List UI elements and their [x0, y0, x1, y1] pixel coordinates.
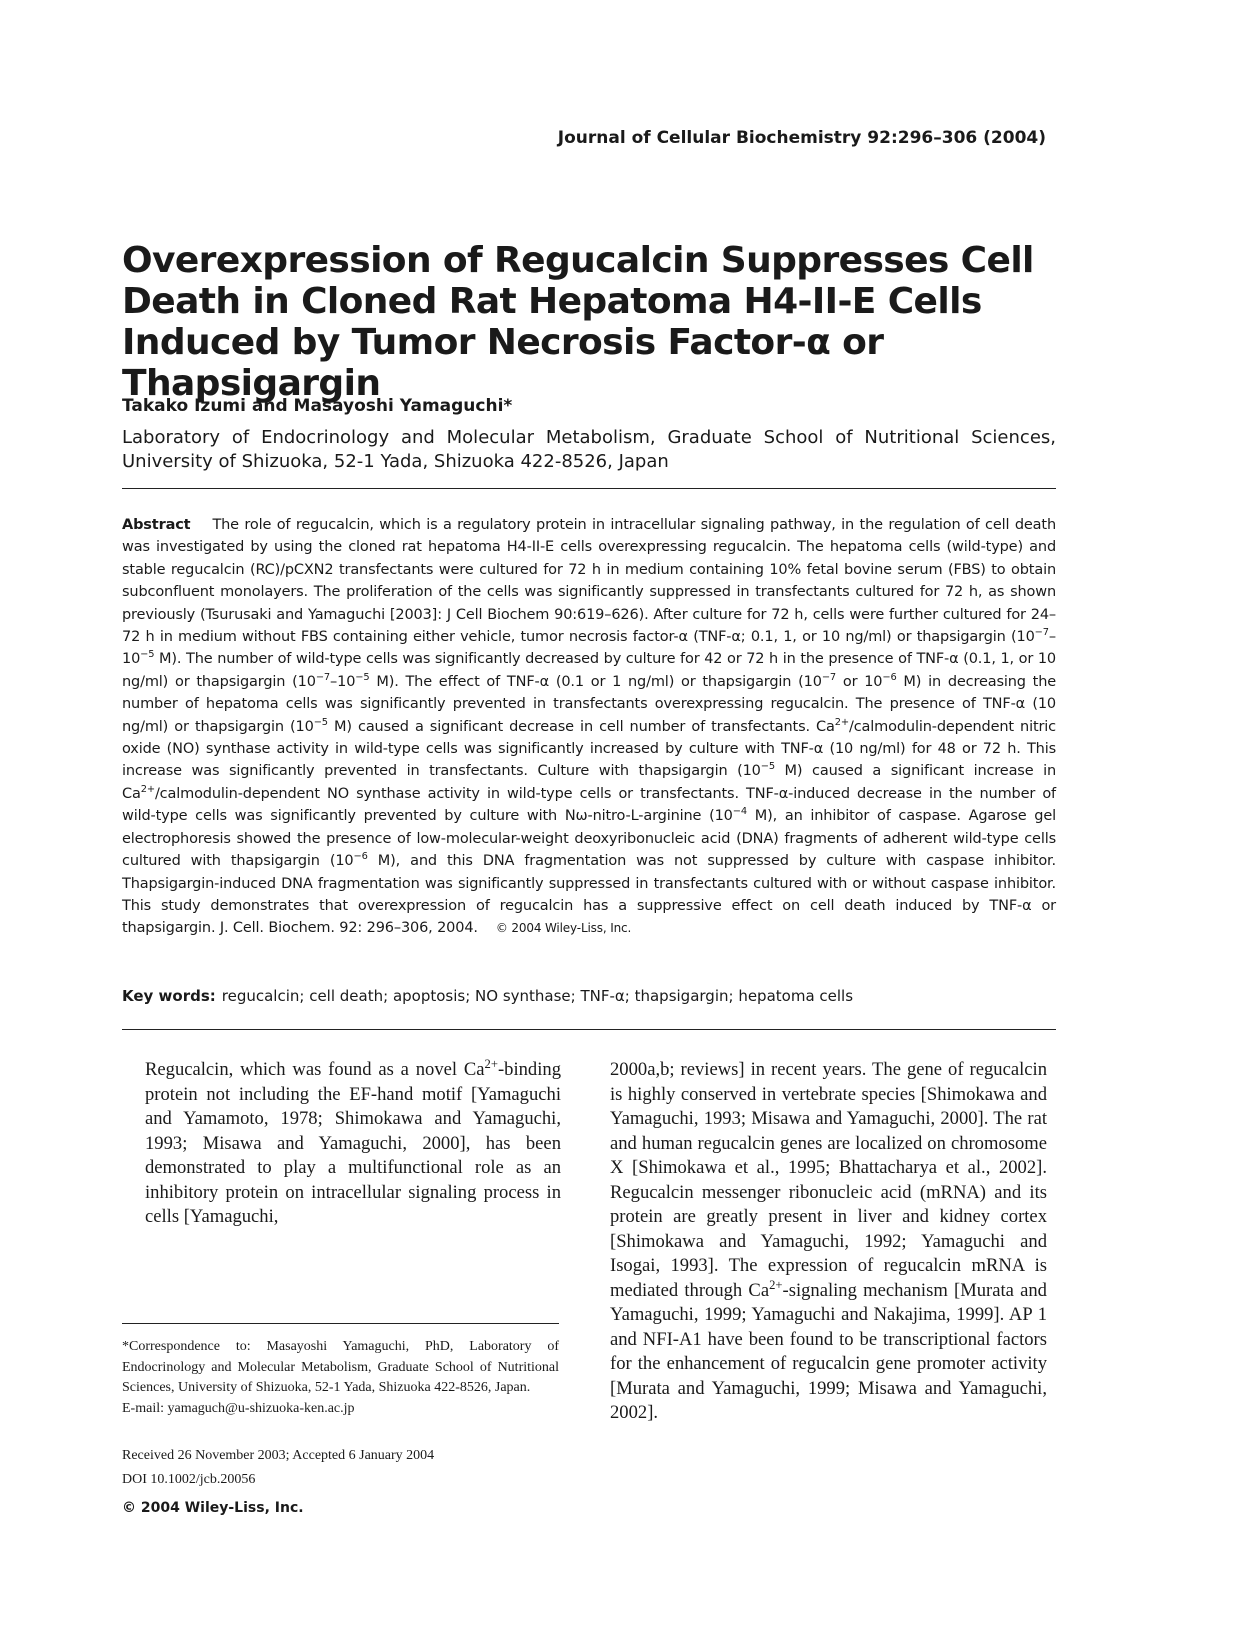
affiliation: Laboratory of Endocrinology and Molecular Metabolism, Graduate School of Nutritional Sciences, University of Shizuoka, 52-1 Yada, Shizuoka 422-8526, Japan — [122, 427, 1056, 472]
keywords — [122, 987, 1056, 1005]
author-list: Takako Izumi and Masayoshi Yamaguchi* — [122, 396, 513, 416]
email-address: E-mail: yamaguch@u-shizuoka-ken.ac.jp — [122, 1400, 355, 1416]
body-column-left: Regucalcin, which was found as a novel $Ca^{2+}$-binding protein not including the EF-hand motif [Yamaguchi and Yamamoto, 1978; Shimokawa and Yamaguchi, 1993; Misawa and Yamaguchi, 2000], has been demonstrated to play a multifunctional role as an inhibitory protein on intracellular signaling process in cells [Yamaguchi, — [145, 1056, 561, 1227]
doi: DOI 10.1002/jcb.20056 — [122, 1472, 256, 1487]
article-title: Overexpression of Regucalcin Suppresses Cell Death in Cloned Rat Hepatoma H4-II-E Cells Induced by Tumor Necrosis Factor-α or Thapsigargin — [122, 240, 1034, 404]
journal-reference: Journal of Cellular Biochemistry 92:296–306 (2004) — [557, 128, 1046, 148]
footnote-rule — [122, 1323, 559, 1324]
abstract: Abstract The role of regucalcin, which is a regulatory protein in intracellular signaling pathway, in the regulation of cell death was investigated by using the cloned rat hepatoma H4-II-E cells overexpressing regucalcin. The hepatoma cells (wild-type) and stable regucalcin (RC)/pCXN2 transfectants were cultured for 72 h in medium containing 10% fetal bovine serum (FBS) to obtain subconfluent monolayers. The proliferation of the cells was significantly suppressed in transfectants cultured for 72 h, as shown previously (Tsurusaki and Yamaguchi [2003]: J Cell Biochem 90:619–626). After culture for 72 h, cells were further cultured for 24–72 h in medium without FBS containing either vehicle, tumor necrosis factor-α (TNF-α; 0.1, 1, or 10 ng/ml) or thapsigargin ($10^{-7}-10^{-5}$ M). The number of wild-type cells was significantly decreased by culture for 42 or 72 h in the presence of TNF-α (0.1, 1, or 10 ng/ml) or thapsigargin ($10^{-7}-10^{-5}$ M). The effect of TNF-α (0.1 or 1 ng/ml) or thapsigargin ($10^{-7}$ or $10^{-6}$ M) in decreasing the number of hepatoma cells was significantly prevented in transfectants overexpressing regucalcin. The presence of TNF-α (10 ng/ml) or thapsigargin ($10^{-5}$ M) caused a significant decrease in cell number of transfectants. $Ca^{2+}/calmodulin$-dependent nitric oxide (NO) synthase activity in wild-type cells was significantly increased by culture with TNF-α (10 ng/ml) for 48 or 72 h. This increase was significantly prevented in transfectants. Culture with thapsigargin ($10^{-5}$ M) caused a significant increase in $Ca^{2+}/calmodulin$-dependent NO synthase activity in wild-type cells or transfectants. TNF-α-induced decrease in the number of wild-type cells was significantly prevented by culture with Nω-nitro-L-arginine ($10^{-4}$ M), an inhibitor of caspase. Agarose gel electrophoresis showed the presence of low-molecular-weight deoxyribonucleic acid (DNA) fragments of adherent wild-type cells cultured with thapsigargin ($10^{-6}$ M), and this DNA fragmentation was not suppressed by culture with caspase inhibitor. Thapsigargin-induced DNA fragmentation was significantly suppressed in transfectants cultured with or without caspase inhibitor. This study demonstrates that overexpression of regucalcin has a suppressive effect on cell death induced by TNF-α or thapsigargin. J. Cell. Biochem. 92: 296–306, 2004. © 2004 Wiley-Liss, Inc. — [122, 517, 1057, 937]
footnote-copyright: © 2004 Wiley-Liss, Inc. — [122, 1500, 304, 1516]
received-dates: Received 26 November 2003; Accepted 6 January 2004 — [122, 1448, 435, 1463]
body-column-right: 2000a,b; reviews] in recent years. The gene of regucalcin is highly conserved in vertebrate species [Shimokawa and Yamaguchi, 1993; Misawa and Yamaguchi, 2000]. The rat and human regucalcin genes are localized on chromosome X [Shimokawa et al., 1995; Bhattacharya et al., 2002]. Regucalcin messenger ribonucleic acid (mRNA) and its protein are greatly present in liver and kidney cortex [Shimokawa and Yamaguchi, 1992; Yamaguchi and Isogai, 1993]. The expression of regucalcin mRNA is mediated through $Ca^{2+}$-signaling mechanism [Murata and Yamaguchi, 1999; Yamaguchi and Nakajima, 1999]. AP 1 and NFI-A1 have been found to be transcriptional factors for the enhancement of regucalcin gene promoter activity [Murata and Yamaguchi, 1999; Misawa and Yamaguchi, 2002]. — [610, 1059, 1047, 1423]
correspondence-footnote: *Correspondence to: Masayoshi Yamaguchi, PhD, Laboratory of Endocrinology and Molecular Metabolism, Graduate School of Nutritional Sciences, University of Shizuoka, 52-1 Yada, Shizuoka 422-8526, Japan. E-mail: yamaguch@u-shizuoka-ken.ac.jp — [122, 1339, 559, 1416]
abstract-copyright: © 2004 Wiley-Liss, Inc. — [495, 921, 632, 936]
abstract-top-rule — [122, 488, 1056, 489]
keywords-text: regucalcin; cell death; apoptosis; NO synthase; TNF-α; thapsigargin; hepatoma cells — [221, 987, 854, 1005]
keywords-label: Key words: — [122, 987, 216, 1005]
abstract-label: Abstract — [122, 517, 191, 533]
abstract-bottom-rule — [122, 1029, 1056, 1030]
